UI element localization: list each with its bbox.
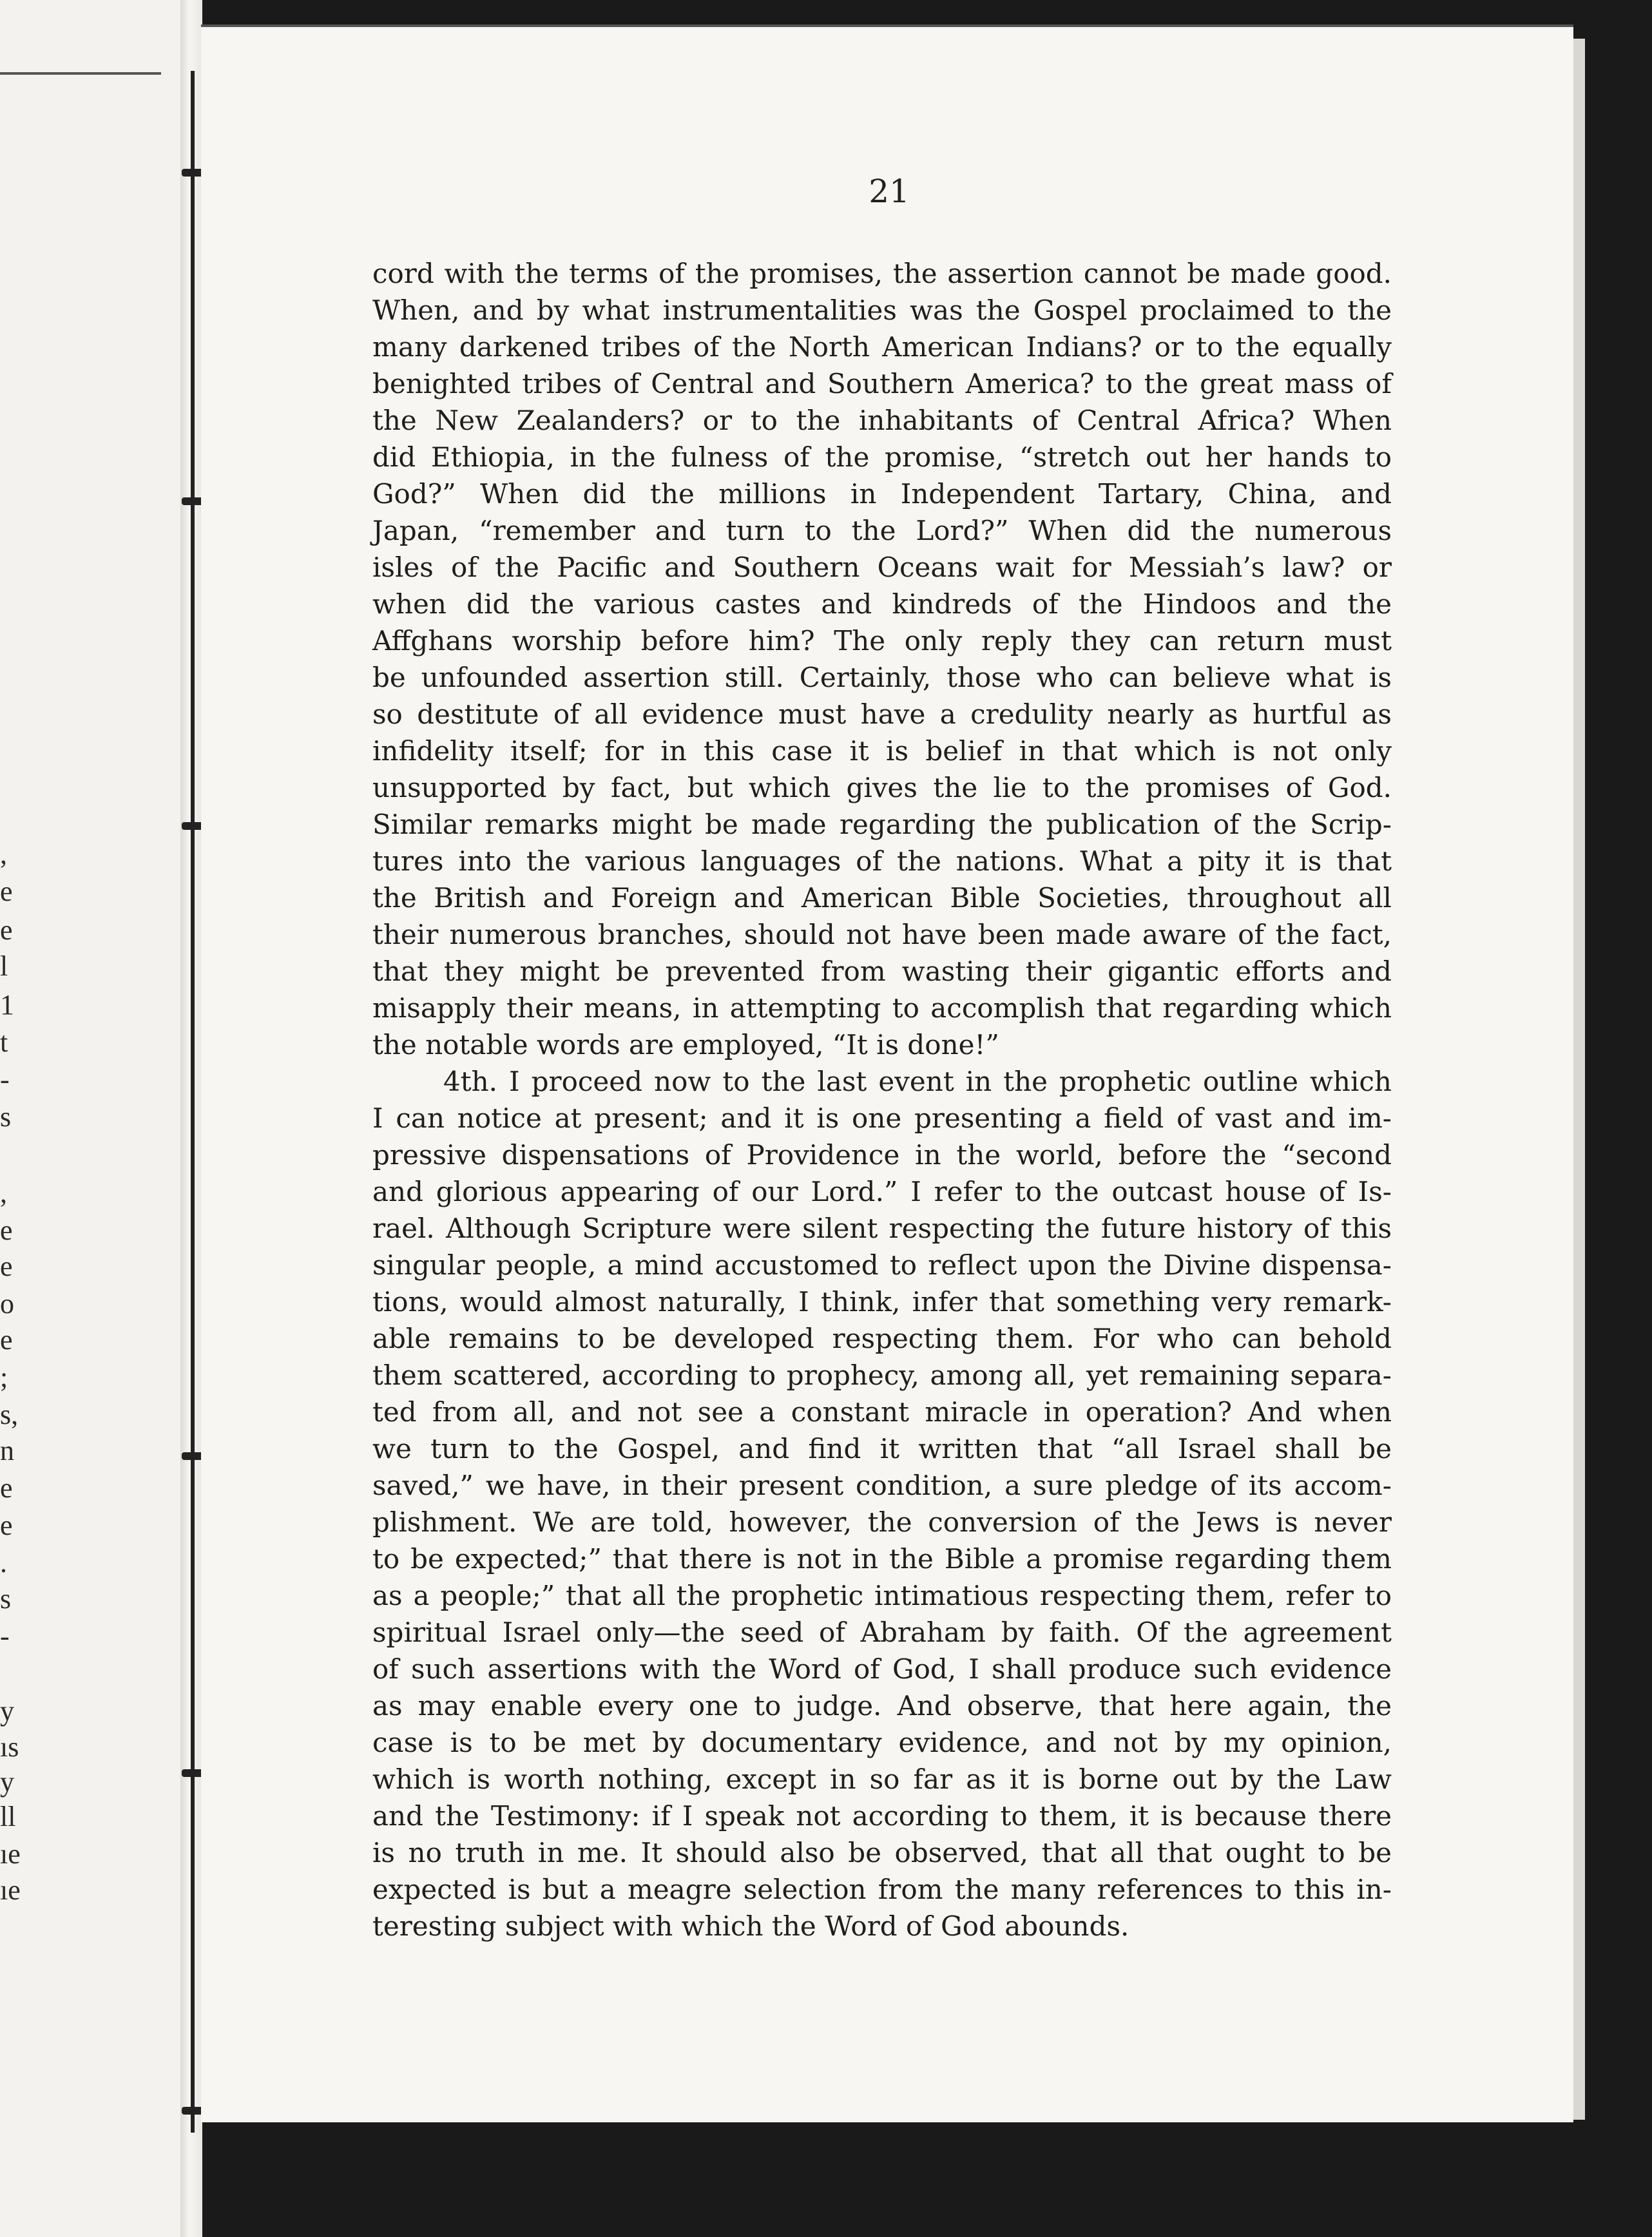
previous-page-fragment: ıs xyxy=(0,1731,19,1763)
previous-page-fragment: e xyxy=(0,1472,13,1504)
text-line: the New Zealanders? or to the inhabitants of Central Africa? When xyxy=(372,405,1392,436)
text-line: misapply their means, in attempting to accomplish that regarding which xyxy=(372,992,1392,1024)
text-line: benighted tribes of Central and Southern America? to the great mass of xyxy=(372,368,1392,399)
previous-page-fragment: 1 xyxy=(0,989,14,1021)
previous-page-fragment: o xyxy=(0,1288,14,1320)
previous-page-fragment: e xyxy=(0,914,13,946)
previous-page-fragment: e xyxy=(0,876,13,907)
text-line: 4th. I proceed now to the last event in the prophetic outline which xyxy=(443,1066,1392,1097)
text-line: tures into the various languages of the nations. What a pity it is that xyxy=(372,845,1392,877)
text-line: the British and Foreign and American Bible Societies, throughout all xyxy=(372,882,1392,914)
previous-page-fragment: l xyxy=(0,950,8,982)
text-line: case is to be met by documentary evidence, and not by my opinion, xyxy=(372,1727,1392,1758)
previous-page-rule xyxy=(0,72,161,75)
text-line: many darkened tribes of the North American Indians? or to the equally xyxy=(372,331,1392,363)
text-line: did Ethiopia, in the fulness of the promise, “stretch out her hands to xyxy=(372,441,1392,473)
text-line: spiritual Israel only—the seed of Abraham by faith. Of the agreement xyxy=(372,1617,1392,1648)
previous-page-fragment: e xyxy=(0,1324,13,1356)
text-line: plishment. We are told, however, the conversion of the Jews is never xyxy=(372,1506,1392,1538)
binding-thread xyxy=(191,71,195,2133)
text-line: able remains to be developed respecting them. For who can behold xyxy=(372,1323,1392,1354)
previous-page-fragment: e xyxy=(0,1251,13,1282)
previous-page-fragment: ; xyxy=(0,1361,8,1393)
text-line: Affghans worship before him? The only reply they can return must xyxy=(372,625,1392,657)
previous-page-fragment: n xyxy=(0,1435,14,1466)
text-line: we turn to the Gospel, and find it written that “all Israel shall be xyxy=(372,1433,1392,1464)
text-line: singular people, a mind accustomed to reflect upon the Divine dispensa- xyxy=(372,1249,1392,1281)
previous-page-fragment: s xyxy=(0,1583,12,1615)
text-line: them scattered, according to prophecy, among all, yet remaining separa- xyxy=(372,1359,1392,1391)
text-line: pressive dispensations of Providence in the world, before the “second xyxy=(372,1139,1392,1171)
previous-page-fragment: , xyxy=(0,838,7,870)
previous-page-fragment: t xyxy=(0,1026,8,1058)
text-line: their numerous branches, should not have been made aware of the fact, xyxy=(372,919,1392,950)
text-line: Japan, “remember and turn to the Lord?” When did the numerous xyxy=(372,515,1392,546)
text-line: which is worth nothing, except in so far as it is borne out by the Law xyxy=(372,1763,1392,1795)
text-line: and glorious appearing of our Lord.” I refer to the outcast house of Is- xyxy=(372,1176,1392,1207)
text-line: tions, would almost naturally, I think, infer that something very remark- xyxy=(372,1286,1392,1318)
previous-page-fragment: s xyxy=(0,1101,12,1133)
text-line: expected is but a meagre selection from the many references to this in- xyxy=(372,1874,1392,1905)
previous-page-fragment: ll xyxy=(0,1801,16,1832)
text-line: isles of the Pacific and Southern Oceans wait for Messiah’s law? or xyxy=(372,552,1392,583)
previous-page-fragment: e xyxy=(0,1510,13,1541)
text-line: is no truth in me. It should also be observed, that all that ought to be xyxy=(372,1837,1392,1868)
text-line: that they might be prevented from wasting their gigantic efforts and xyxy=(372,955,1392,987)
page-edge xyxy=(1573,39,1585,2120)
text-line: infidelity itself; for in this case it is belief in that which is not only xyxy=(372,735,1392,767)
previous-page-fragment: , xyxy=(0,1177,7,1209)
text-line: unsupported by fact, but which gives the lie to the promises of God. xyxy=(372,772,1392,803)
body-text xyxy=(372,255,1392,1944)
previous-page-fragment: e xyxy=(0,1215,13,1246)
text-line: of such assertions with the Word of God, I shall produce such evidence xyxy=(372,1653,1392,1685)
text-line: the notable words are employed, “It is done!” xyxy=(372,1029,999,1061)
text-line: cord with the terms of the promises, the assertion cannot be made good. xyxy=(372,258,1392,289)
text-line: be unfounded assertion still. Certainly, those who can believe what is xyxy=(372,662,1392,693)
text-line: I can notice at present; and it is one presenting a field of vast and im- xyxy=(372,1102,1392,1134)
text-line: God?” When did the millions in Independent Tartary, China, and xyxy=(372,478,1392,510)
text-line: as may enable every one to judge. And observe, that here again, the xyxy=(372,1690,1392,1722)
text-line: when did the various castes and kindreds of the Hindoos and the xyxy=(372,588,1392,620)
previous-page-fragment: ıe xyxy=(0,1874,21,1906)
text-line: rael. Although Scripture were silent respecting the future history of this xyxy=(372,1213,1392,1244)
previous-page-fragment: s, xyxy=(0,1399,19,1430)
text-line: Similar remarks might be made regarding the publication of the Scrip- xyxy=(372,809,1392,840)
text-line: as a people;” that all the prophetic intimatious respecting them, refer to xyxy=(372,1580,1392,1611)
text-line: so destitute of all evidence must have a credulity nearly as hurtful as xyxy=(372,698,1392,730)
text-line: teresting subject with which the Word of God abounds. xyxy=(372,1910,1129,1942)
previous-page-edge xyxy=(0,0,189,2237)
text-line: and the Testimony: if I speak not according to them, it is because there xyxy=(372,1800,1392,1832)
text-line: saved,” we have, in their present condition, a sure pledge of its accom- xyxy=(372,1470,1392,1501)
previous-page-fragment: ıe xyxy=(0,1838,21,1870)
text-line: ted from all, and not see a constant miracle in operation? And when xyxy=(372,1396,1392,1428)
page-number: 21 xyxy=(869,173,910,210)
text-line: to be expected;” that there is not in the Bible a promise regarding them xyxy=(372,1543,1392,1575)
previous-page-fragment: - xyxy=(0,1620,10,1652)
previous-page-fragment: . xyxy=(0,1547,7,1579)
previous-page-fragment: y xyxy=(0,1695,14,1727)
previous-page-fragment: y xyxy=(0,1766,14,1798)
text-line: When, and by what instrumentalities was the Gospel proclaimed to the xyxy=(372,294,1392,326)
previous-page-fragment: - xyxy=(0,1064,10,1095)
